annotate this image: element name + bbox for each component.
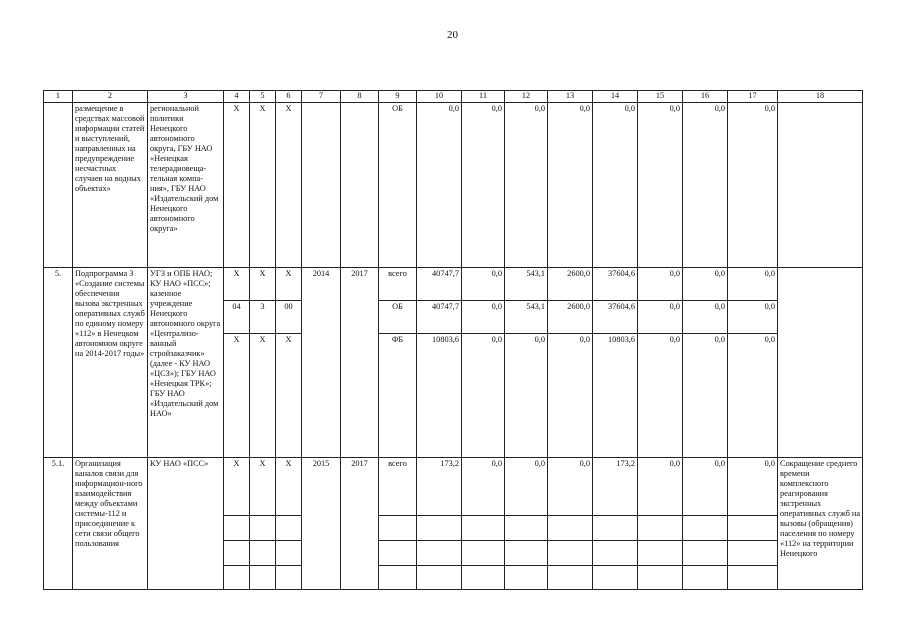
empty-cell: [224, 516, 250, 541]
empty-cell: [638, 566, 683, 590]
empty-cell: [548, 541, 593, 566]
empty-cell: [593, 541, 638, 566]
header-cell: 15: [638, 91, 683, 103]
code-cell: Х: [250, 458, 276, 516]
code-cell: 00: [276, 301, 302, 334]
funding-source-cell: всего: [379, 458, 417, 516]
empty-cell: [250, 541, 276, 566]
code-cell: Х: [224, 103, 250, 268]
empty-cell: [505, 541, 548, 566]
empty-cell: [505, 566, 548, 590]
empty-cell: [728, 516, 778, 541]
amount-cell: 0,0: [548, 458, 593, 516]
header-cell: 12: [505, 91, 548, 103]
amount-cell: 37604,6: [593, 301, 638, 334]
start-year-cell: 2014: [302, 268, 341, 458]
amount-cell: 0,0: [638, 458, 683, 516]
amount-cell: 0,0: [462, 268, 505, 301]
empty-cell: [593, 566, 638, 590]
amount-cell: 173,2: [417, 458, 462, 516]
amount-cell: 0,0: [683, 458, 728, 516]
code-cell: Х: [224, 268, 250, 301]
amount-cell: 0,0: [417, 103, 462, 268]
empty-cell: [250, 516, 276, 541]
header-cell: 9: [379, 91, 417, 103]
measure-name-cell: Подпрограмма 3 «Создание системы обеспечения вызова экстренных оперативных служб по единому номеру «112» в Ненецком автономном округе на 2014-2017 годы»: [73, 268, 148, 458]
header-cell: 1: [44, 91, 73, 103]
empty-cell: [683, 541, 728, 566]
amount-cell: 0,0: [638, 103, 683, 268]
amount-cell: 0,0: [683, 334, 728, 458]
code-cell: Х: [276, 268, 302, 301]
amount-cell: 37604,6: [593, 268, 638, 301]
empty-cell: [224, 541, 250, 566]
amount-cell: 0,0: [728, 458, 778, 516]
executor-cell: КУ НАО «ПСС»: [148, 458, 224, 590]
empty-cell: [548, 566, 593, 590]
amount-cell: 0,0: [505, 103, 548, 268]
empty-cell: [417, 516, 462, 541]
code-cell: Х: [250, 268, 276, 301]
amount-cell: 2600,0: [548, 301, 593, 334]
amount-cell: 0,0: [683, 103, 728, 268]
amount-cell: 0,0: [728, 103, 778, 268]
funding-source-cell: ОБ: [379, 103, 417, 268]
funding-source-cell: всего: [379, 268, 417, 301]
empty-cell: [417, 541, 462, 566]
measure-name-cell: Организация каналов связи для информацион-ного взаимодействия между объектами системы-112 и присоединение к сети связи общего пользования: [73, 458, 148, 590]
amount-cell: 0,0: [462, 301, 505, 334]
empty-cell: [276, 541, 302, 566]
amount-cell: 10803,6: [593, 334, 638, 458]
header-cell: 3: [148, 91, 224, 103]
amount-cell: 0,0: [593, 103, 638, 268]
empty-cell: [593, 516, 638, 541]
empty-cell: [276, 516, 302, 541]
start-year-cell: 2015: [302, 458, 341, 590]
empty-cell: [638, 541, 683, 566]
empty-cell: [276, 566, 302, 590]
amount-cell: 543,1: [505, 301, 548, 334]
table-row: [44, 268, 863, 301]
empty-cell: [638, 516, 683, 541]
empty-cell: [683, 566, 728, 590]
empty-cell: [250, 566, 276, 590]
amount-cell: 0,0: [638, 301, 683, 334]
empty-cell: [462, 541, 505, 566]
amount-cell: 0,0: [728, 334, 778, 458]
row-number-cell: [44, 103, 73, 268]
funding-source-cell: ОБ: [379, 301, 417, 334]
header-cell: 18: [778, 91, 863, 103]
amount-cell: 0,0: [548, 334, 593, 458]
result-cell: [778, 103, 863, 268]
measure-name-cell: размещение в средствах массовой информации статей и выступлений, направленных на предупреждение несчастных случаев на водных объектах»: [73, 103, 148, 268]
amount-cell: 0,0: [638, 268, 683, 301]
empty-cell: [728, 541, 778, 566]
result-cell: [778, 268, 863, 458]
header-row: [44, 91, 863, 103]
executor-cell: УГЗ и ОПБ НАО; КУ НАО «ПСС»; казенное учреждение Ненецкого автономного округа «Централизо-ванный стройзаказчик» (далее - КУ НАО «ЦСЗ»); ГБУ НАО «Ненецкая ТРК»; ГБУ НАО «Издательский дом НАО»: [148, 268, 224, 458]
empty-cell: [224, 566, 250, 590]
code-cell: 04: [224, 301, 250, 334]
header-cell: 16: [683, 91, 728, 103]
amount-cell: 0,0: [638, 334, 683, 458]
header-cell: 6: [276, 91, 302, 103]
header-cell: 13: [548, 91, 593, 103]
header-cell: 17: [728, 91, 778, 103]
amount-cell: 0,0: [462, 458, 505, 516]
header-cell: 8: [341, 91, 379, 103]
amount-cell: 543,1: [505, 268, 548, 301]
header-cell: 7: [302, 91, 341, 103]
amount-cell: 173,2: [593, 458, 638, 516]
amount-cell: 0,0: [683, 268, 728, 301]
code-cell: Х: [276, 103, 302, 268]
amount-cell: 0,0: [462, 103, 505, 268]
amount-cell: 0,0: [728, 301, 778, 334]
executor-cell: региональной политики Ненецкого автономного округа, ГБУ НАО «Ненецкая телерадиовеща-тельная компа-ния», ГБУ НАО «Издательский дом Ненецкого автономного округа»: [148, 103, 224, 268]
amount-cell: 0,0: [505, 334, 548, 458]
empty-cell: [417, 566, 462, 590]
amount-cell: 0,0: [462, 334, 505, 458]
code-cell: Х: [224, 458, 250, 516]
amount-cell: 0,0: [683, 301, 728, 334]
amount-cell: 40747,7: [417, 268, 462, 301]
end-year-cell: 2017: [341, 268, 379, 458]
code-cell: Х: [250, 103, 276, 268]
amount-cell: 0,0: [505, 458, 548, 516]
row-number-cell: 5.: [44, 268, 73, 458]
result-cell: Сокращение среднего времени комплексного реагирования экстренных оперативных служб на вызовы (обращения) населения по номеру «112» на территории Ненецкого: [778, 458, 863, 590]
empty-cell: [548, 516, 593, 541]
amount-cell: 40747,7: [417, 301, 462, 334]
code-cell: Х: [276, 334, 302, 458]
end-year-cell: 2017: [341, 458, 379, 590]
start-year-cell: [302, 103, 341, 268]
empty-cell: [379, 566, 417, 590]
amount-cell: 0,0: [548, 103, 593, 268]
empty-cell: [379, 541, 417, 566]
page-number: 20: [447, 29, 458, 41]
code-cell: Х: [224, 334, 250, 458]
amount-cell: 10803,6: [417, 334, 462, 458]
empty-cell: [505, 516, 548, 541]
code-cell: Х: [250, 334, 276, 458]
header-cell: 10: [417, 91, 462, 103]
header-cell: 11: [462, 91, 505, 103]
table-row: [44, 458, 863, 516]
amount-cell: 2600,0: [548, 268, 593, 301]
funding-source-cell: ФБ: [379, 334, 417, 458]
header-cell: 14: [593, 91, 638, 103]
header-cell: 5: [250, 91, 276, 103]
end-year-cell: [341, 103, 379, 268]
empty-cell: [462, 516, 505, 541]
table-row: [44, 103, 863, 268]
row-number-cell: 5.1.: [44, 458, 73, 590]
program-table: [43, 90, 863, 590]
header-cell: 2: [73, 91, 148, 103]
code-cell: Х: [276, 458, 302, 516]
empty-cell: [728, 566, 778, 590]
amount-cell: 0,0: [728, 268, 778, 301]
empty-cell: [462, 566, 505, 590]
header-cell: 4: [224, 91, 250, 103]
empty-cell: [683, 516, 728, 541]
empty-cell: [379, 516, 417, 541]
code-cell: 3: [250, 301, 276, 334]
